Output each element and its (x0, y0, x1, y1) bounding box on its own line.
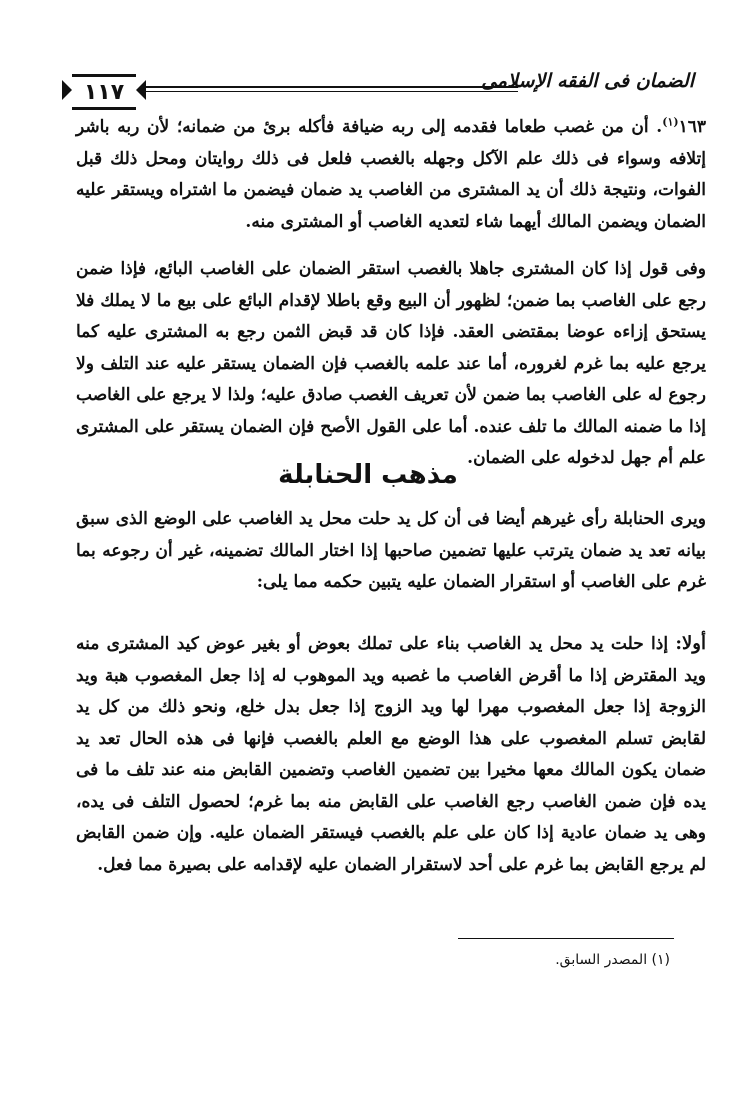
section-heading: مذهب الحنابلة (278, 460, 458, 490)
paragraph-3 (76, 504, 706, 599)
paragraph-ref-number: ١٦٣ (678, 117, 706, 137)
paragraph-3-text: ويرى الحنابلة رأى غيرهم أيضا فى أن كل يد حلت محل يد الغاصب على الوضع الذى سبق بيانه تعد يد ضمان يترتب عليها تضمين صاحبها إذا اختار المالك تضمينه، غير أن رجوعه بما غرم على الغاصب أو استقرار الضمان عليه يتبين حكمه مما يلى: (76, 509, 706, 592)
paragraph-4-label: أولا: (675, 633, 706, 654)
footnote-marker: (١) (662, 115, 679, 129)
paragraph-4 (76, 628, 706, 881)
paragraph-2 (76, 254, 706, 475)
running-header (62, 72, 694, 112)
ornament-left-icon (62, 80, 72, 100)
running-title: الضمان فى الفقه الإسلامى (481, 70, 694, 92)
header-rule (146, 86, 518, 92)
page-number: ١١٧ (72, 74, 136, 110)
paragraph-1-text: . أن من غصب طعاما فقدمه إلى ربه ضيافة فأكله برئ من ضمانه؛ لأن ربه باشر إتلافه وسواء فى ذلك علم الآكل وجهله بالغصب فلعل فى ذلك روايتان ومحل ذلك قبل الفوات، ونتيجة ذلك أن يد المشترى من الغاصب يد ضمان فيضمن ما اشتراه ويستقر عليه الضمان ويضمن المالك أيهما شاء لتعديه الغاصب أو المشترى منه. (76, 117, 706, 232)
paragraph-4-text: إذا حلت يد محل يد الغاصب بناء على تملك بعوض أو بغير عوض كيد المشترى منه ويد المقترض إذا ما أقرض الغاصب ما غصبه ويد الموهوب له إذا جعل المغصوب هبة ويد الزوجة إذا جعل المغصوب مهرا لها ويد الزوج إذا جعل بدل خلع، ونحو ذلك من كل يد لقابض تسلم المغصوب على هذا الوضع مع العلم بالغصب فإنها فى هذه الحال تعد يد ضمان يكون المالك معها مخيرا بين تضمين الغاصب وتضمين القابض منه عند تلف ما فى يده فإن ضمن الغاصب رجع الغاصب على القابض منه بما غرم؛ لحصول التلف فى يده، وهى يد ضمان عادية إذا كان على علم بالغصب فيستقر الضمان عليه. وإن ضمن القابض لم يرجع القابض بما غرم على أحد لاستقرار الضمان عليه لإقدامه على بصيرة مما فعل. (76, 634, 706, 875)
ornament-right-icon (136, 80, 146, 100)
footnote-rule (458, 938, 674, 939)
paragraph-1 (76, 112, 706, 238)
footnote: (١) المصدر السابق. (555, 952, 670, 968)
paragraph-2-text: وفى قول إذا كان المشترى جاهلا بالغصب استقر الضمان على الغاصب البائع، فإذا ضمن رجع على الغاصب بما ضمن؛ لظهور أن البيع وقع باطلا لإقدام البائع على بيع ما لا يملك فلا يستحق إزاءه عوضا بمقتضى العقد. فإذا كان قد قبض الثمن رجع به المشترى عليه كما يرجع عليه بما غرم لغروره، أما عند علمه بالغصب فإن الضمان يستقر عليه عند التلف ولا رجوع له على الغاصب بما ضمن لأن تعريف الغصب صادق عليه؛ ولذا لا يرجع على الغاصب إذا ما ضمنه المالك ما تلف عنده. أما على القول الأصح فإن الضمان يستقر على المشترى علم أم جهل لدخوله على الضمان. (76, 259, 706, 468)
